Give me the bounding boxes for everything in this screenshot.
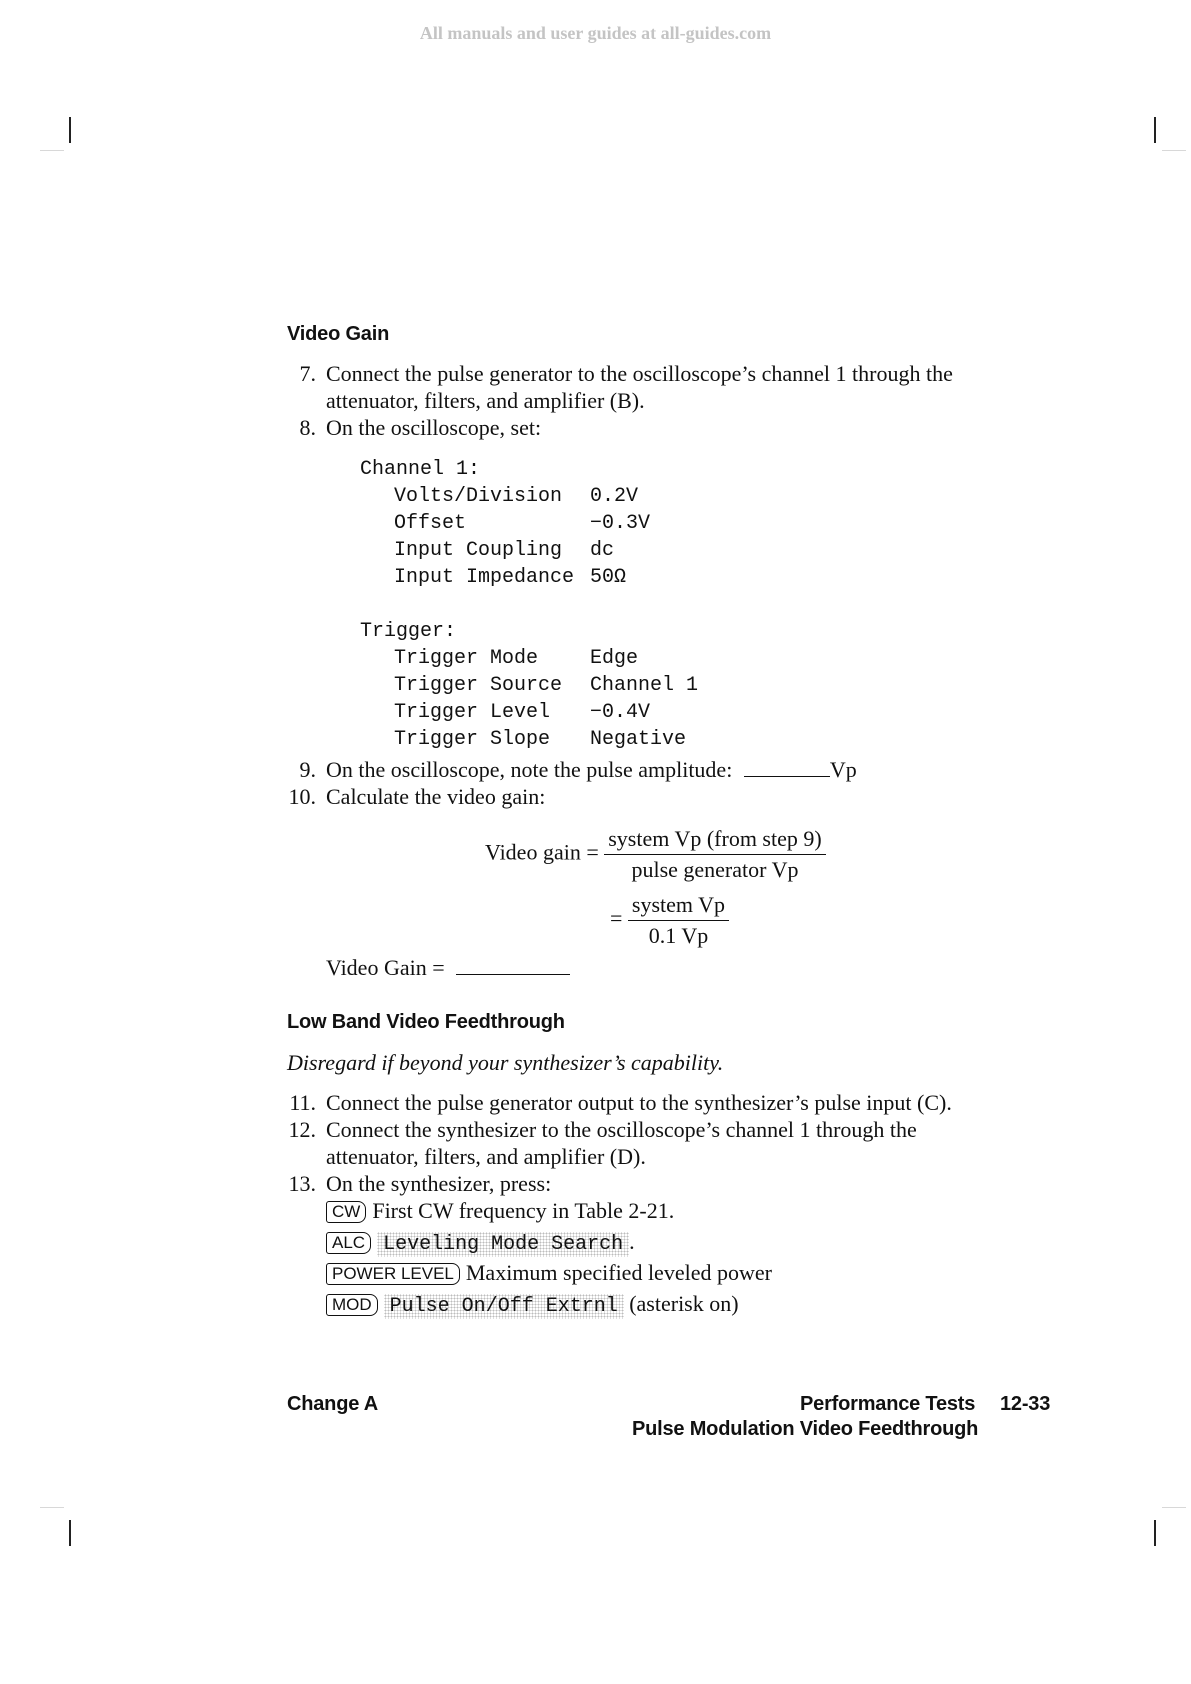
- setting-name: Trigger Source: [394, 674, 563, 697]
- crop-tick-bottom-left: [40, 1507, 64, 1508]
- step-11: [280, 1090, 952, 1116]
- setting-value: Negative: [590, 728, 687, 751]
- channel-label: Channel 1:: [360, 458, 481, 481]
- section-heading-low-band: Low Band Video Feedthrough: [287, 1011, 565, 1033]
- setting-value: Edge: [590, 647, 639, 670]
- formula-numerator-2: system Vp: [628, 892, 729, 921]
- setting-name: Trigger Level: [394, 701, 551, 724]
- step-text: On the synthesizer, press:: [326, 1171, 552, 1196]
- mod-key[interactable]: MOD: [326, 1294, 378, 1316]
- step-13: [280, 1171, 551, 1197]
- keypress-cw: [326, 1198, 674, 1224]
- section-heading-video-gain: Video Gain: [287, 323, 390, 345]
- step-text: On the oscilloscope, note the pulse amplitude:: [326, 757, 733, 782]
- formula-lhs: Video gain =: [485, 839, 599, 865]
- step-number: 13.: [288, 1171, 316, 1196]
- step-number: 11.: [289, 1090, 316, 1115]
- keypress-text: .: [629, 1229, 635, 1254]
- footer-page-number: 12-33: [1000, 1393, 1051, 1415]
- setting-value: 50Ω: [590, 566, 627, 589]
- step-7: [280, 361, 953, 387]
- step-number: 9.: [299, 757, 316, 782]
- keypress-alc: [326, 1229, 635, 1257]
- leveling-mode-search-softkey[interactable]: Leveling Mode Search: [377, 1232, 629, 1257]
- formula-denominator-2: 0.1 Vp: [648, 923, 709, 948]
- setting-name: Trigger Mode: [394, 647, 539, 670]
- step-number: 8.: [299, 415, 316, 440]
- step-12-continued: attenuator, filters, and amplifier (D).: [326, 1144, 646, 1169]
- result-blank: [456, 956, 570, 975]
- keypress-text: (asterisk on): [629, 1291, 739, 1316]
- crop-tick-bottom-right: [1162, 1507, 1186, 1508]
- setting-value: −0.4V: [590, 701, 651, 724]
- crop-tick-top-right: [1162, 150, 1186, 151]
- formula-fraction-2: [628, 892, 729, 949]
- formula-fraction-1: [604, 826, 825, 883]
- formula-equals: =: [610, 905, 623, 931]
- step-9: [280, 757, 857, 783]
- pulse-on-off-extrnl-softkey[interactable]: Pulse On/Off Extrnl: [384, 1294, 624, 1319]
- amplitude-blank: [744, 758, 830, 777]
- setting-value: 0.2V: [590, 485, 639, 508]
- disregard-note: Disregard if beyond your synthesizer’s capability.: [287, 1050, 724, 1075]
- keypress-mod: [326, 1291, 739, 1319]
- step-12: [280, 1117, 917, 1143]
- video-gain-formula-line2: [610, 892, 729, 949]
- step-number: 7.: [299, 361, 316, 386]
- step-8: [280, 415, 541, 441]
- result-label: Video Gain =: [326, 955, 445, 980]
- video-gain-result: [326, 955, 570, 981]
- step-number: 12.: [288, 1117, 316, 1142]
- cw-key[interactable]: CW: [326, 1201, 366, 1223]
- footer-section-title: Performance Tests: [800, 1393, 976, 1415]
- step-number: 10.: [288, 784, 316, 809]
- setting-value: −0.3V: [590, 512, 651, 535]
- setting-name: Volts/Division: [394, 485, 563, 508]
- crop-mark-top-right: [1154, 117, 1156, 143]
- formula-denominator-1: pulse generator Vp: [631, 857, 799, 882]
- step-text: Calculate the video gain:: [326, 784, 546, 809]
- crop-mark-bottom-right: [1154, 1520, 1156, 1546]
- setting-value: Channel 1: [590, 674, 699, 697]
- keypress-text: First CW frequency in Table 2-21.: [372, 1198, 675, 1223]
- watermark: All manuals and user guides at all-guides.com: [419, 23, 772, 43]
- setting-value: dc: [590, 539, 615, 562]
- step-text: Connect the synthesizer to the oscilloscope’s channel 1 through the: [326, 1117, 917, 1142]
- amplitude-unit: Vp: [829, 757, 857, 782]
- crop-mark-bottom-left: [69, 1520, 71, 1546]
- step-text: Connect the pulse generator output to the synthesizer’s pulse input (C).: [326, 1090, 952, 1115]
- footer-subtitle: Pulse Modulation Video Feedthrough: [632, 1418, 979, 1440]
- footer-change: Change A: [287, 1393, 378, 1415]
- step-text: On the oscilloscope, set:: [326, 415, 542, 440]
- crop-tick-top-left: [40, 150, 64, 151]
- step-text: Connect the pulse generator to the oscilloscope’s channel 1 through the: [326, 361, 953, 386]
- step-7-continued: attenuator, filters, and amplifier (B).: [326, 388, 645, 413]
- alc-key[interactable]: ALC: [326, 1232, 371, 1254]
- step-10: [280, 784, 545, 810]
- setting-name: Input Coupling: [394, 539, 563, 562]
- trigger-label: Trigger:: [360, 620, 457, 643]
- video-gain-formula: [485, 826, 826, 883]
- setting-name: Input Impedance: [394, 566, 575, 589]
- keypress-text: Maximum specified leveled power: [465, 1260, 772, 1285]
- setting-name: Offset: [394, 512, 467, 535]
- formula-numerator-1: system Vp (from step 9): [604, 826, 825, 855]
- power-level-key[interactable]: POWER LEVEL: [326, 1263, 460, 1285]
- keypress-power-level: [326, 1260, 772, 1286]
- setting-name: Trigger Slope: [394, 728, 551, 751]
- crop-mark-top-left: [69, 117, 71, 143]
